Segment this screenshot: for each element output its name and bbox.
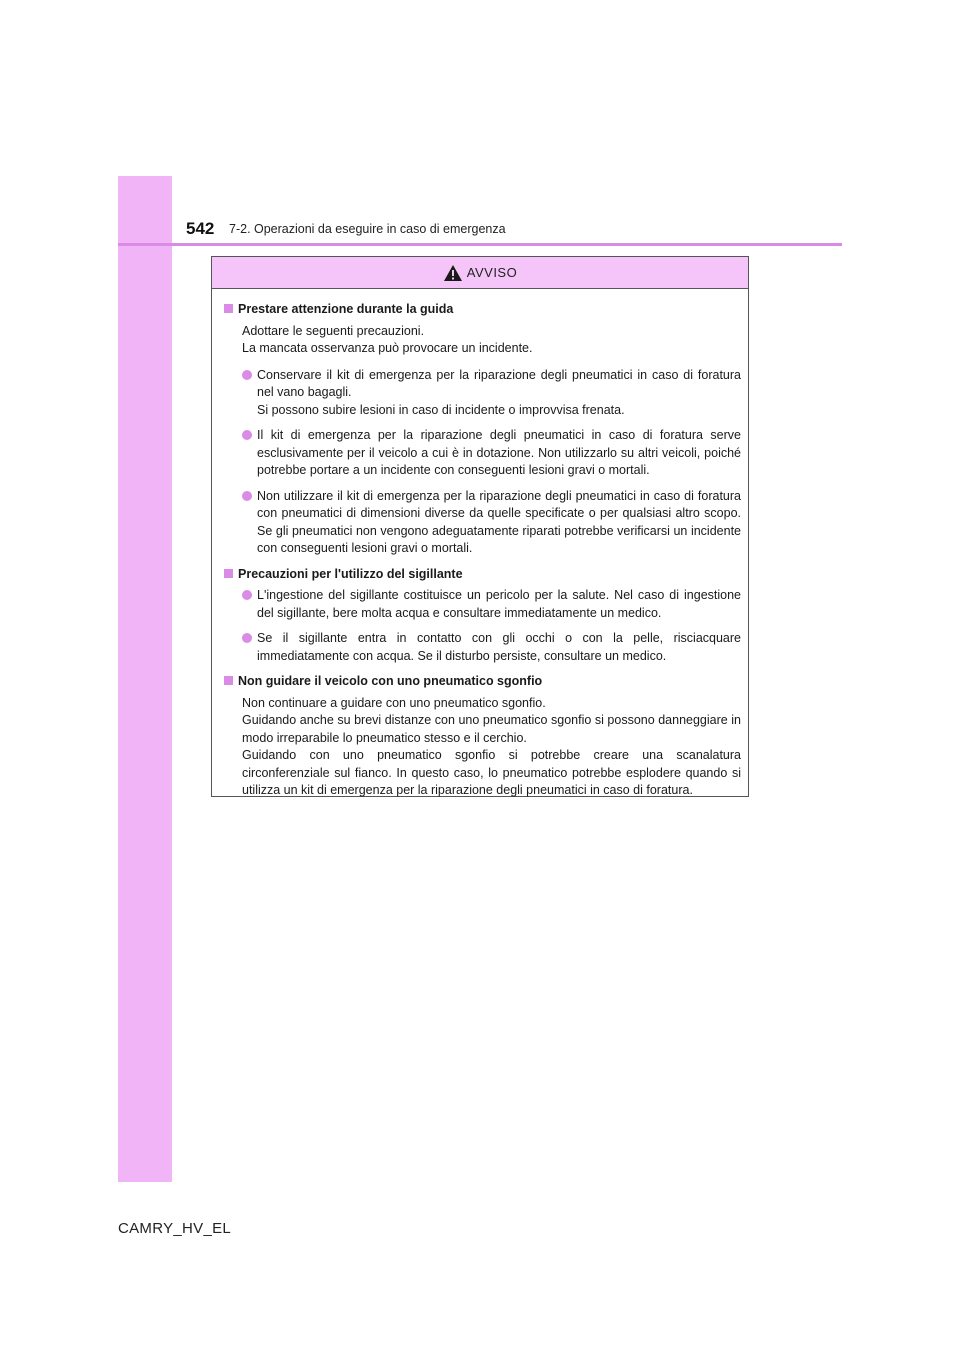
page-number: 542 [186,219,215,238]
circle-bullet-icon [242,590,252,600]
square-bullet-icon [224,569,233,578]
intro-line: Adottare le seguenti precauzioni. [242,323,425,338]
section-intro [224,695,741,800]
square-bullet-icon [224,304,233,313]
warning-section [224,673,741,800]
section-heading-text: Non guidare il veicolo con uno pneumatico sgonfio [238,674,543,688]
bullet-item [224,587,741,622]
bullet-item [224,488,741,558]
bullet-text: Se il sigillante entra in contatto con gli occhi o con la pelle, risciacquare immediatamente con acqua. Se il disturbo persiste, consultare un medico. [257,631,741,663]
section-heading [224,566,741,584]
circle-bullet-icon [242,491,252,501]
bullet-item [224,367,741,420]
intro-line: Guidando anche su brevi distanze con uno pneumatico sgonfio si possono danneggiare in modo irreparabile lo pneumatico stesso e il cerchio. [242,713,741,745]
warning-title: AVVISO [466,265,518,280]
circle-bullet-icon [242,370,252,380]
bullet-text: Conservare il kit di emergenza per la riparazione degli pneumatici in caso di foratura nel vano bagagli. [257,367,741,399]
circle-bullet-icon [242,633,252,643]
intro-line: La mancata osservanza può provocare un incidente. [242,341,533,355]
section-intro [224,323,741,358]
footer-document-code: CAMRY_HV_EL [118,1220,232,1237]
chapter-title: 7-2. Operazioni da eseguire in caso di emergenza [229,222,506,236]
intro-line: Non continuare a guidare con uno pneumatico sgonfio. [242,695,546,710]
section-heading [224,673,741,691]
intro-line: Guidando con uno pneumatico sgonfio si potrebbe creare una scanalatura circonferenziale sul fianco. In questo caso, lo pneumatico potrebbe esplodere quando si utilizza un kit di emergenza per la riparazione degli pneumatici in caso di foratura. [242,748,741,797]
header-rule [118,243,842,246]
section-heading-text: Prestare attenzione durante la guida [238,302,454,316]
circle-bullet-icon [242,430,252,440]
bullet-text: Il kit di emergenza per la riparazione degli pneumatici in caso di foratura serve esclusivamente per il veicolo a cui è in dotazione. Non utilizzarlo su altri veicoli, poiché potrebbe portare a un incidente con conseguenti lesioni gravi o mortali. [257,428,741,477]
warning-section [224,566,741,666]
square-bullet-icon [224,676,233,685]
bullet-item [224,630,741,665]
bullet-text: Si possono subire lesioni in caso di incidente o improvvisa frenata. [257,402,625,417]
bullet-text: Non utilizzare il kit di emergenza per la riparazione degli pneumatici in caso di foratura con pneumatici di dimensioni diverse da quelle specificate o per qualsiasi altro scopo. Se gli pneumatici non vengono adeguatamente riparati potrebbe verificarsi un incidente con conseguenti lesioni gravi o mortali. [257,488,741,555]
warning-section [224,301,741,558]
warning-triangle-icon [443,264,463,282]
warning-box [211,256,749,797]
warning-body [212,289,748,800]
section-heading [224,301,741,319]
warning-header [212,257,748,289]
side-color-band [118,176,172,1182]
section-heading-text: Precauzioni per l'utilizzo del sigillante [238,566,463,581]
bullet-item [224,427,741,480]
bullet-text: L'ingestione del sigillante costituisce un pericolo per la salute. Nel caso di ingestione del sigillante, bere molta acqua e consultare immediatamente un medico. [257,588,741,620]
